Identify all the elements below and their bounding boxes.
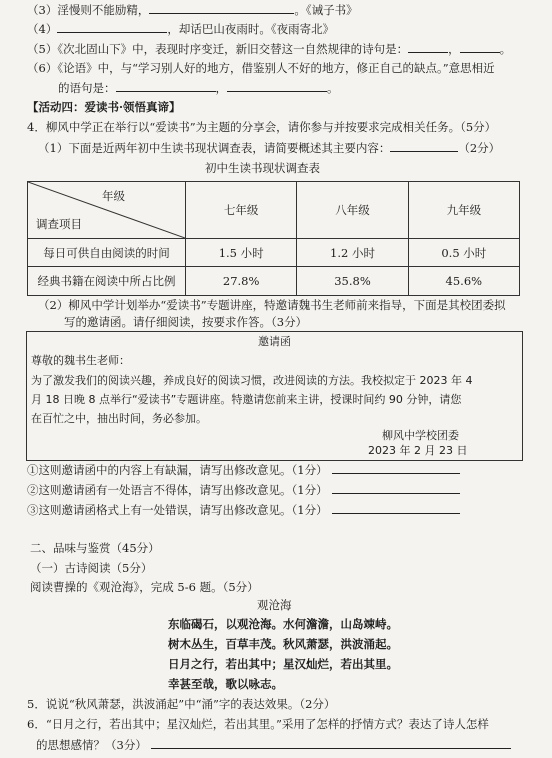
fill-q3-blank[interactable] xyxy=(149,1,294,14)
question-6-line1: 6．“日月之行，若出其中；星汉灿烂，若出其里。”采用了怎样的抒情方式？表达了诗人怎样 xyxy=(27,717,489,731)
fill-q6-blank-2[interactable] xyxy=(227,79,327,92)
fill-q4 xyxy=(27,20,334,37)
survey-row2-grade7: 27.8% xyxy=(186,267,297,296)
question-6-line2-text: 的思想感情？（3分） xyxy=(36,738,147,752)
fill-q6-line1: （6）《论语》中，与“学习别人好的地方，借鉴别人不好的地方，修正自己的缺点。”意思相近 xyxy=(27,61,495,75)
survey-row1-grade8: 1.2 小时 xyxy=(297,239,408,267)
activity4-heading: 【活动四：爱读书·领悟真谛】 xyxy=(27,100,181,114)
q4-sub1-text: （1）下面是近两年初中生读书现状调查表，请简要概述其主要内容： xyxy=(38,141,391,155)
section2-sub-heading: （一）古诗阅读（5分） xyxy=(30,561,153,575)
poem-line-4: 幸甚至哉，歌以咏志。 xyxy=(168,677,283,691)
sub-question-1-text: ①这则邀请函中的内容上有缺漏，请写出修改意见。（1分） xyxy=(27,463,328,477)
survey-header-top: 年级 xyxy=(102,189,125,203)
sub-question-3 xyxy=(27,501,460,518)
sub-question-3-text: ③这则邀请函格式上有一处错误，请写出修改意见。（1分） xyxy=(27,503,328,517)
fill-q5-blank-2[interactable] xyxy=(460,40,500,53)
q4-sub1-score: （2分） xyxy=(458,141,501,155)
survey-header-diagonal xyxy=(28,182,186,239)
sub-question-2 xyxy=(27,481,460,498)
fill-q4-prefix: （4） xyxy=(27,22,58,36)
letter-body-line1: 为了激发我们的阅读兴趣，养成良好的阅读习惯，改进阅读的方法。我校拟定于 2023 年 4 xyxy=(31,374,473,387)
question-5: 5．说说“秋风萧瑟，洪波涌起”中“涌”字的表达效果。（2分） xyxy=(27,697,336,711)
letter-body-line3: 在百忙之中，抽出时间，务必参加。 xyxy=(31,412,207,425)
poem-line-2: 树木丛生，百草丰茂。秋风萧瑟，洪波涌起。 xyxy=(168,637,398,651)
survey-row2-grade9: 45.6% xyxy=(408,267,519,296)
sub-question-1-blank[interactable] xyxy=(332,461,460,474)
letter-title: 邀请函 xyxy=(258,335,291,348)
fill-q5-text: （5）《次北固山下》中，表现时序变迁，新旧交替这一自然规律的诗句是： xyxy=(27,42,409,56)
survey-grade-7: 七年级 xyxy=(186,182,297,239)
fill-q5-sep: ， xyxy=(448,42,460,56)
q4-sub1-blank[interactable] xyxy=(390,139,458,152)
fill-q4-suffix: ，却话巴山夜雨时。《夜雨寄北》 xyxy=(167,22,335,36)
table-row xyxy=(28,267,520,296)
fill-q4-blank[interactable] xyxy=(57,20,167,33)
fill-q5-blank-1[interactable] xyxy=(408,40,448,53)
fill-q6-blank-1[interactable] xyxy=(116,79,216,92)
fill-q3 xyxy=(27,1,358,18)
poem-line-3: 日月之行，若出其中；星汉灿烂，若出其里。 xyxy=(168,657,398,671)
survey-row2-grade8: 35.8% xyxy=(297,267,408,296)
survey-header-bottom: 调查项目 xyxy=(36,217,82,231)
fill-q6-sep: ， xyxy=(215,81,227,95)
fill-q6-prefix: 的语句是： xyxy=(58,81,116,95)
question-6-blank[interactable] xyxy=(151,736,511,749)
poem-line-1: 东临碣石，以观沧海。水何澹澹，山岛竦峙。 xyxy=(168,617,398,631)
fill-q3-prefix: （3）淫慢则不能励精， xyxy=(27,3,150,17)
q4-intro: 4．柳风中学正在举行以“爱读书”为主题的分享会，请你参与并按要求完成相关任务。（5分） xyxy=(27,120,497,134)
letter-signature: 柳风中学校团委 xyxy=(382,429,459,442)
table-row xyxy=(28,239,520,267)
survey-row1-item: 每日可供自由阅读的时间 xyxy=(28,239,186,267)
survey-table xyxy=(27,181,520,296)
q4-sub1 xyxy=(38,139,500,156)
fill-q5 xyxy=(27,40,511,57)
survey-row1-grade9: 0.5 小时 xyxy=(408,239,519,267)
survey-row1-grade7: 1.5 小时 xyxy=(186,239,297,267)
invitation-letter xyxy=(26,331,523,461)
sub-question-2-text: ②这则邀请函有一处语言不得体，请写出修改意见。（1分） xyxy=(27,483,328,497)
letter-date: 2023 年 2 月 23 日 xyxy=(368,444,468,457)
question-6-line2 xyxy=(36,736,511,753)
survey-grade-9: 九年级 xyxy=(408,182,519,239)
q2-line2: 写的邀请函。请仔细阅读，按要求作答。（3分） xyxy=(64,315,308,329)
sub-question-3-blank[interactable] xyxy=(332,501,460,514)
poem-title: 观沧海 xyxy=(257,598,292,612)
section2-instruction: 阅读曹操的《观沧海》，完成 5-6 题。（5分） xyxy=(30,580,259,594)
q2-line1: （2）柳风中学计划举办“爱读书”专题讲座，特邀请魏书生老师前来指导，下面是其校团委拟 xyxy=(38,298,506,312)
survey-row2-item: 经典书籍在阅读中所占比例 xyxy=(28,267,186,296)
fill-q6-line2 xyxy=(58,79,339,96)
letter-greeting: 尊敬的魏书生老师： xyxy=(31,354,130,367)
fill-q5-end: 。 xyxy=(499,42,512,56)
survey-title: 初中生读书现状调查表 xyxy=(205,161,320,175)
section2-heading: 二、品味与鉴赏（45分） xyxy=(30,541,160,555)
fill-q6-end: 。 xyxy=(327,81,339,95)
fill-q3-suffix: 。《诫子书》 xyxy=(294,3,358,17)
sub-question-2-blank[interactable] xyxy=(332,481,460,494)
letter-body-line2: 月 18 日晚 8 点举行“爱读书”专题讲座。特邀请您前来主讲，授课时间约 90 分钟，请您 xyxy=(31,393,462,406)
survey-grade-8: 八年级 xyxy=(297,182,408,239)
sub-question-1 xyxy=(27,461,460,478)
